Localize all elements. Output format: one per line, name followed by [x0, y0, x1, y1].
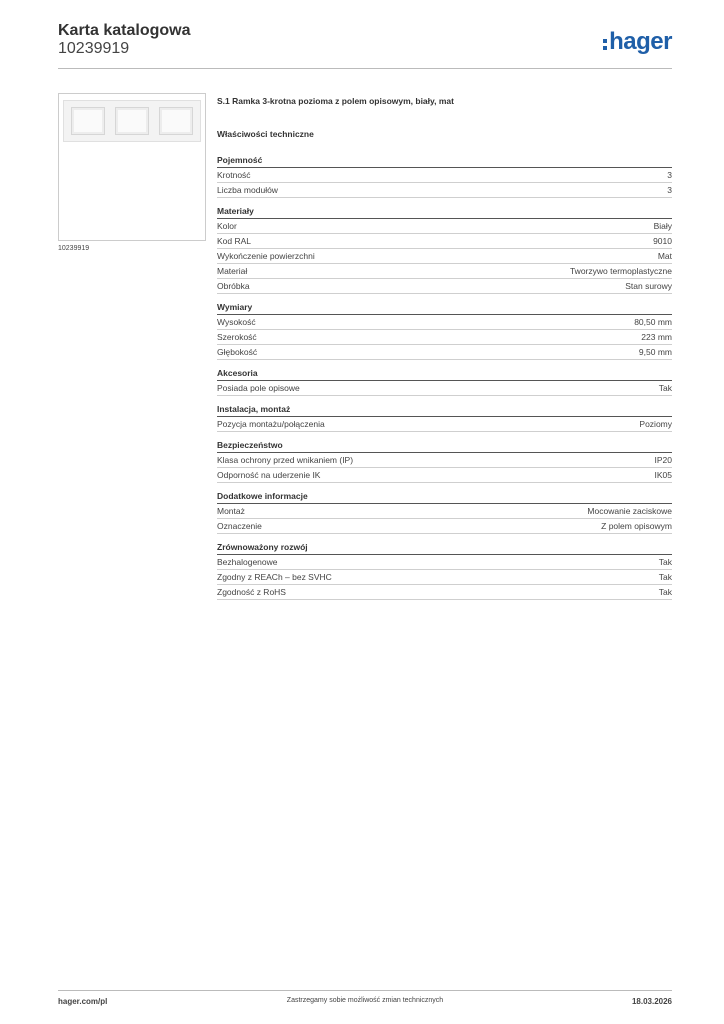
- spec-value: Tak: [658, 572, 672, 582]
- spec-row: [217, 570, 672, 585]
- spec-row: [217, 504, 672, 519]
- spec-value: Tak: [658, 587, 672, 597]
- group-title: Akcesoria: [217, 368, 672, 381]
- spec-row: [217, 234, 672, 249]
- spec-value: Stan surowy: [625, 281, 672, 291]
- spec-group: [217, 491, 672, 534]
- spec-label: Bezhalogenowe: [217, 557, 278, 567]
- spec-value: IP20: [654, 455, 672, 465]
- spec-row: [217, 183, 672, 198]
- group-title: Pojemność: [217, 155, 672, 168]
- spec-value: Mocowanie zaciskowe: [587, 506, 672, 516]
- spec-groups: [217, 155, 672, 600]
- spec-value: 9010: [653, 236, 672, 246]
- group-title: Bezpieczeństwo: [217, 440, 672, 453]
- frame-illustration: [63, 100, 201, 142]
- product-title: S.1 Ramka 3-krotna pozioma z polem opisowym, biały, mat: [217, 96, 454, 106]
- spec-value: 3: [667, 170, 672, 180]
- group-title: Wymiary: [217, 302, 672, 315]
- spec-row: [217, 585, 672, 600]
- spec-group: [217, 368, 672, 396]
- header-divider: [58, 68, 672, 69]
- frame-cell: [115, 107, 149, 135]
- logo-text: hager: [609, 28, 672, 55]
- spec-row: [217, 330, 672, 345]
- spec-label: Pozycja montażu/połączenia: [217, 419, 325, 429]
- spec-value: Tak: [658, 383, 672, 393]
- spec-value: 9,50 mm: [638, 347, 672, 357]
- spec-group: [217, 302, 672, 360]
- spec-label: Liczba modułów: [217, 185, 278, 195]
- page-footer: [58, 997, 672, 1009]
- spec-label: Odporność na uderzenie IK: [217, 470, 321, 480]
- spec-value: Tworzywo termoplastyczne: [569, 266, 672, 276]
- frame-cell: [159, 107, 193, 135]
- section-heading: Właściwości techniczne: [217, 129, 314, 139]
- spec-label: Głębokość: [217, 347, 258, 357]
- spec-label: Szerokość: [217, 332, 257, 342]
- spec-group: [217, 542, 672, 600]
- spec-label: Posiada pole opisowe: [217, 383, 300, 393]
- spec-row: [217, 555, 672, 570]
- spec-content: [217, 96, 672, 608]
- footer-date: 18.03.2026: [631, 997, 672, 1006]
- spec-row: [217, 453, 672, 468]
- spec-group: [217, 155, 672, 198]
- spec-group: [217, 404, 672, 432]
- spec-row: [217, 519, 672, 534]
- spec-value: Biały: [653, 221, 672, 231]
- footer-divider: [58, 990, 672, 991]
- footer-notice: Zastrzegamy sobie możliwość zmian technicznych: [286, 997, 444, 1004]
- spec-label: Wysokość: [217, 317, 256, 327]
- spec-row: [217, 315, 672, 330]
- spec-label: Klasa ochrony przed wnikaniem (IP): [217, 455, 354, 465]
- spec-label: Zgodny z REACh – bez SVHC: [217, 572, 332, 582]
- spec-group: [217, 206, 672, 294]
- group-title: Instalacja, montaż: [217, 404, 672, 417]
- hager-logo: [603, 30, 672, 54]
- spec-value: 80,50 mm: [634, 317, 672, 327]
- spec-value: 223 mm: [641, 332, 672, 342]
- logo-dots-icon: [603, 39, 607, 50]
- spec-label: Oznaczenie: [217, 521, 262, 531]
- group-title: Dodatkowe informacje: [217, 491, 672, 504]
- spec-row: [217, 249, 672, 264]
- spec-row: [217, 468, 672, 483]
- document-number: 10239919: [58, 40, 130, 57]
- spec-value: 3: [667, 185, 672, 195]
- spec-label: Wykończenie powierzchni: [217, 251, 315, 261]
- spec-label: Montaż: [217, 506, 245, 516]
- spec-row: [217, 381, 672, 396]
- document-title: Karta katalogowa: [58, 22, 191, 39]
- footer-website: hager.com/pl: [58, 997, 108, 1006]
- spec-label: Kolor: [217, 221, 237, 231]
- spec-value: IK05: [654, 470, 672, 480]
- spec-value: Poziomy: [639, 419, 672, 429]
- spec-label: Materiał: [217, 266, 248, 276]
- image-caption: 10239919: [58, 245, 90, 252]
- spec-row: [217, 219, 672, 234]
- spec-group: [217, 440, 672, 483]
- page-header: [58, 20, 672, 70]
- spec-row: [217, 264, 672, 279]
- spec-label: Obróbka: [217, 281, 250, 291]
- product-image: [58, 93, 206, 241]
- frame-cell: [71, 107, 105, 135]
- spec-row: [217, 345, 672, 360]
- group-title: Zrównoważony rozwój: [217, 542, 672, 555]
- spec-label: Krotność: [217, 170, 251, 180]
- spec-label: Zgodność z RoHS: [217, 587, 286, 597]
- spec-label: Kod RAL: [217, 236, 252, 246]
- spec-row: [217, 417, 672, 432]
- group-title: Materiały: [217, 206, 672, 219]
- spec-value: Mat: [657, 251, 672, 261]
- spec-row: [217, 279, 672, 294]
- spec-value: Tak: [658, 557, 672, 567]
- spec-row: [217, 168, 672, 183]
- spec-value: Z polem opisowym: [601, 521, 672, 531]
